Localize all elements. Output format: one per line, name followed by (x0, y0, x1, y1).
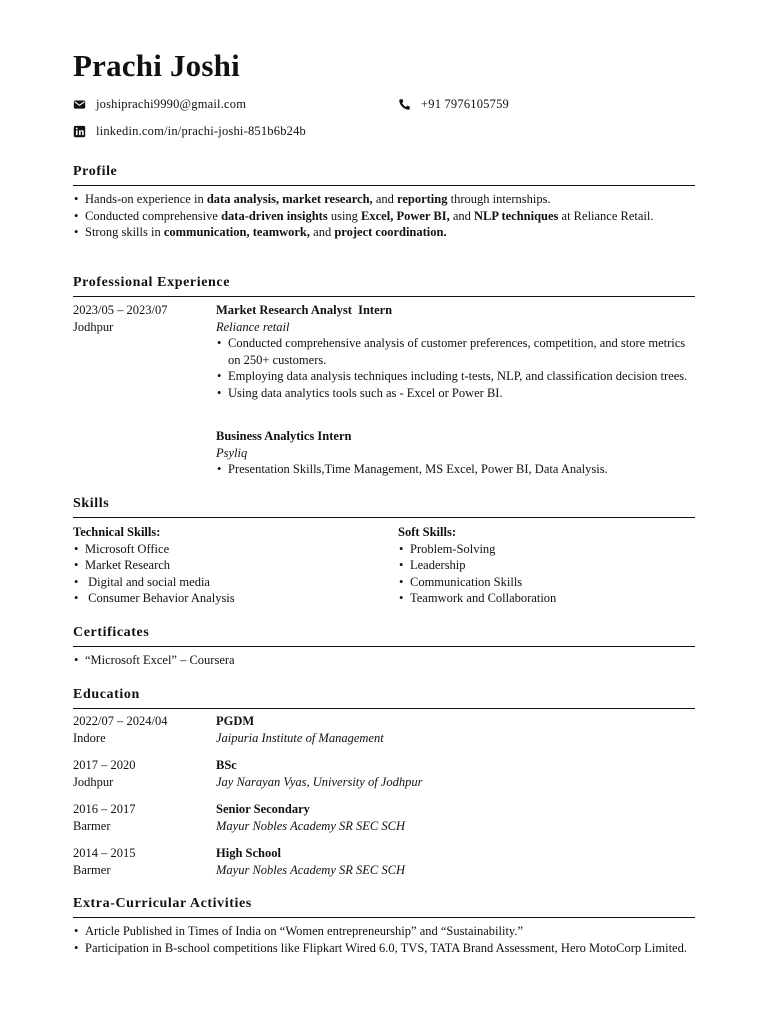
entry-location: Indore (73, 730, 106, 745)
skill-item: • Digital and social media (73, 574, 373, 591)
entry-location: Jodhpur (73, 319, 114, 334)
phone-text: +91 7976105759 (421, 97, 509, 111)
technical-skills-heading: Technical Skills: (73, 525, 161, 539)
entry-location: Barmer (73, 818, 111, 833)
linkedin-contact[interactable] (73, 124, 306, 139)
education-entry (73, 757, 695, 790)
skill-item: • Consumer Behavior Analysis (73, 590, 373, 607)
education-entry (73, 845, 695, 878)
entry-dates: 2022/07 – 2024/04 (73, 714, 168, 728)
degree-name: BSc (216, 758, 237, 772)
entry-dates: 2016 – 2017 (73, 802, 136, 816)
section-title-extracurricular: Extra-Curricular Activities (73, 895, 695, 918)
entry-dates: 2023/05 – 2023/07 (73, 303, 168, 317)
phone-icon (398, 98, 411, 111)
school-name: Jaipuria Institute of Management (216, 730, 384, 745)
email-contact[interactable] (73, 97, 246, 112)
entry-dates: 2017 – 2020 (73, 758, 136, 772)
envelope-icon (73, 98, 86, 111)
experience-bullet: • Presentation Skills,Time Management, MS Excel, Power BI, Data Analysis. (216, 461, 695, 478)
section-title-education: Education (73, 686, 695, 709)
profile-item: • Conducted comprehensive data-driven insights using Excel, Power BI, and NLP techniques at Reliance Retail. (73, 208, 695, 225)
skill-item: • Communication Skills (398, 574, 698, 591)
job-title: Market Research Analyst Intern (216, 303, 393, 317)
skill-item: • Market Research (73, 557, 373, 574)
entry-dates: 2014 – 2015 (73, 846, 136, 860)
technical-skills (73, 524, 373, 607)
extracurricular-list (73, 923, 695, 956)
section-title-profile: Profile (73, 163, 695, 186)
certificate-item: • “Microsoft Excel” – Coursera (73, 652, 695, 669)
soft-skills-heading: Soft Skills: (398, 525, 457, 539)
education-entry (73, 801, 695, 834)
phone-contact[interactable] (398, 97, 509, 112)
job-title: Business Analytics Intern (216, 429, 352, 443)
section-title-experience: Professional Experience (73, 274, 695, 297)
email-text: joshiprachi9990@gmail.com (96, 97, 247, 111)
candidate-name: Prachi Joshi (73, 48, 240, 83)
degree-name: Senior Secondary (216, 802, 310, 816)
experience-bullet: • Conducted comprehensive analysis of customer preferences, competition, and store metrics on 250+ customers. (216, 335, 695, 368)
skill-item: • Leadership (398, 557, 698, 574)
experience-entry (73, 428, 695, 478)
skill-item: • Microsoft Office (73, 541, 373, 558)
entry-location: Jodhpur (73, 774, 114, 789)
profile-list (73, 191, 695, 241)
school-name: Mayur Nobles Academy SR SEC SCH (216, 818, 405, 833)
company-name: Psyliq (216, 445, 248, 460)
section-title-skills: Skills (73, 495, 695, 518)
soft-skills (398, 524, 698, 607)
experience-bullet: • Using data analytics tools such as - Excel or Power BI. (216, 385, 695, 402)
education-entry (73, 713, 695, 746)
degree-name: PGDM (216, 714, 255, 728)
linkedin-icon (73, 125, 86, 138)
skill-item: • Teamwork and Collaboration (398, 590, 698, 607)
company-name: Reliance retail (216, 319, 290, 334)
linkedin-text: linkedin.com/in/prachi-joshi-851b6b24b (96, 124, 306, 138)
school-name: Jay Narayan Vyas, University of Jodhpur (216, 774, 423, 789)
profile-item: • Strong skills in communication, teamwork, and project coordination. (73, 224, 695, 241)
skill-item: • Problem-Solving (398, 541, 698, 558)
experience-entry (73, 302, 695, 401)
section-title-certificates: Certificates (73, 624, 695, 647)
experience-bullet: • Employing data analysis techniques including t-tests, NLP, and classification decision trees. (216, 368, 695, 385)
school-name: Mayur Nobles Academy SR SEC SCH (216, 862, 405, 877)
degree-name: High School (216, 846, 281, 860)
certificates-list (73, 652, 695, 669)
profile-item: • Hands-on experience in data analysis, market research, and reporting through internships. (73, 191, 695, 208)
activity-item: • Participation in B-school competitions like Flipkart Wired 6.0, TVS, TATA Brand Assessment, Hero MotoCorp Limited. (73, 940, 695, 957)
activity-item: • Article Published in Times of India on “Women entrepreneurship” and “Sustainability.” (73, 923, 695, 940)
entry-location: Barmer (73, 862, 111, 877)
